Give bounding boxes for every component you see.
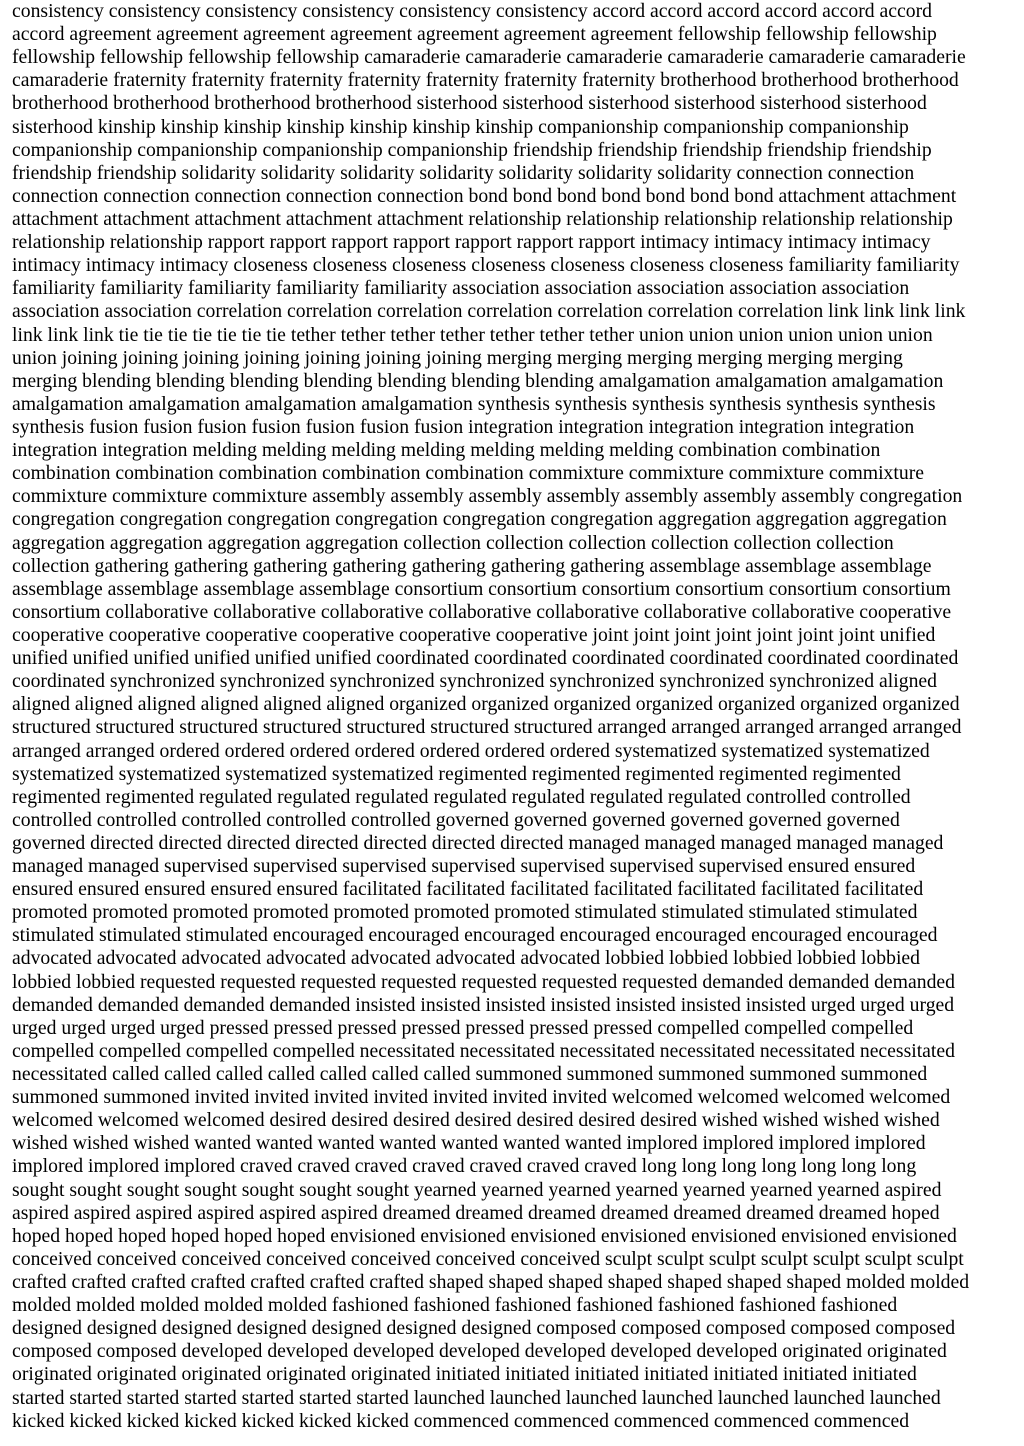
text-line: wished wished wished wanted wanted wanted wanted wanted wanted wanted implored implored implored implored xyxy=(12,1132,926,1155)
text-line: sought sought sought sought sought sought sought yearned yearned yearned yearned yearned yearned yearned aspired xyxy=(12,1178,942,1201)
text-line: assemblage assemblage assemblage assemblage consortium consortium consortium consortium consortium consortium xyxy=(12,577,951,600)
text-line: ensured ensured ensured ensured ensured facilitated facilitated facilitated facilitated facilitated facilitated facilitated xyxy=(12,878,924,901)
text-line: congregation congregation congregation congregation congregation congregation aggregation aggregation aggregation xyxy=(12,508,947,531)
text-line: demanded demanded demanded demanded insisted insisted insisted insisted insisted insisted insisted urged urged urged xyxy=(12,993,955,1016)
text-line: composed composed developed developed developed developed developed developed developed originated originated xyxy=(12,1340,947,1363)
text-line: originated originated originated originated originated initiated initiated initiated initiated initiated initiated initiated xyxy=(12,1363,917,1386)
text-line: governed directed directed directed directed directed directed directed managed managed managed managed managed xyxy=(12,831,944,854)
text-line: unified unified unified unified unified unified coordinated coordinated coordinated coordinated coordinated coordinated xyxy=(12,647,959,670)
text-line: aligned aligned aligned aligned aligned aligned organized organized organized organized organized organized organized xyxy=(12,693,960,716)
text-line: advocated advocated advocated advocated advocated advocated advocated lobbied lobbied lobbied lobbied lobbied xyxy=(12,947,920,970)
text-line: implored implored implored craved craved craved craved craved craved craved long long long long long long long xyxy=(12,1155,917,1178)
text-line: attachment attachment attachment attachment attachment relationship relationship relationship relationship relationship xyxy=(12,207,953,230)
text-line: familiarity familiarity familiarity familiarity familiarity association association association association association xyxy=(12,277,910,300)
text-line: designed designed designed designed designed designed designed composed composed composed composed composed xyxy=(12,1317,956,1340)
text-line: intimacy intimacy intimacy closeness closeness closeness closeness closeness closeness closeness familiarity familiarity xyxy=(12,254,960,277)
text-line: regimented regimented regulated regulated regulated regulated regulated regulated regulated controlled controlled xyxy=(12,785,911,808)
text-line: aspired aspired aspired aspired aspired aspired dreamed dreamed dreamed dreamed dreamed dreamed dreamed hoped xyxy=(12,1201,940,1224)
text-line: friendship friendship solidarity solidarity solidarity solidarity solidarity solidarity solidarity connection connection xyxy=(12,161,915,184)
text-line: managed managed supervised supervised supervised supervised supervised supervised supervised ensured ensured xyxy=(12,855,916,878)
text-line: molded molded molded molded molded fashioned fashioned fashioned fashioned fashioned fashioned fashioned xyxy=(12,1294,898,1317)
text-line: collection gathering gathering gathering gathering gathering gathering gathering assemblage assemblage assemblage xyxy=(12,554,932,577)
text-line: synthesis fusion fusion fusion fusion fusion fusion fusion integration integration integration integration integration xyxy=(12,415,915,438)
text-line: accord agreement agreement agreement agreement agreement agreement agreement fellowship fellowship fellowship xyxy=(12,23,937,46)
text-line: stimulated stimulated stimulated encouraged encouraged encouraged encouraged encouraged encouraged encouraged xyxy=(12,924,938,947)
text-line: compelled compelled compelled compelled necessitated necessitated necessitated necessitated necessitated necessitated xyxy=(12,1039,955,1062)
text-line: structured structured structured structured structured structured structured arranged arranged arranged arranged arranged xyxy=(12,716,962,739)
text-line: fellowship fellowship fellowship fellowship camaraderie camaraderie camaraderie camaraderie camaraderie camaraderie xyxy=(12,46,966,69)
text-line: link link link tie tie tie tie tie tie tie tether tether tether tether tether tether tether union union union union union union xyxy=(12,323,933,346)
text-line: brotherhood brotherhood brotherhood brotherhood sisterhood sisterhood sisterhood sisterhood sisterhood sisterhood xyxy=(12,92,927,115)
text-line: arranged arranged ordered ordered ordered ordered ordered ordered ordered systematized systematized systematized xyxy=(12,739,930,762)
text-line: companionship companionship companionship companionship friendship friendship friendship friendship friendship xyxy=(12,138,932,161)
text-line: aggregation aggregation aggregation aggregation collection collection collection collection collection collection xyxy=(12,531,894,554)
text-line: commixture commixture commixture assembly assembly assembly assembly assembly assembly assembly congregation xyxy=(12,485,963,508)
text-line: kicked kicked kicked kicked kicked kicked kicked commenced commenced commenced commenced commenced xyxy=(12,1409,910,1432)
text-line: coordinated synchronized synchronized synchronized synchronized synchronized synchronized synchronized aligned xyxy=(12,670,938,693)
text-line: lobbied lobbied requested requested requested requested requested requested requested demanded demanded demanded xyxy=(12,970,955,993)
text-line: summoned summoned invited invited invited invited invited invited invited welcomed welcomed welcomed welcomed xyxy=(12,1086,951,1109)
text-line: consistency consistency consistency consistency consistency consistency accord accord accord accord accord accord xyxy=(12,0,933,22)
text-line: integration integration melding melding melding melding melding melding melding combination combination xyxy=(12,439,881,462)
text-line: association association correlation correlation correlation correlation correlation correlation correlation link link link link xyxy=(12,300,966,323)
text-line: combination combination combination combination combination commixture commixture commixture commixture xyxy=(12,462,924,485)
text-line: amalgamation amalgamation amalgamation amalgamation synthesis synthesis synthesis synthesis synthesis synthesis xyxy=(12,392,936,415)
text-line: consortium collaborative collaborative collaborative collaborative collaborative collaborative collaborative cooperative xyxy=(12,600,952,623)
text-line: relationship relationship rapport rapport rapport rapport rapport rapport rapport intimacy intimacy intimacy intimacy xyxy=(12,231,931,254)
text-line: sisterhood kinship kinship kinship kinship kinship kinship kinship companionship companionship companionship xyxy=(12,115,909,138)
text-line: hoped hoped hoped hoped hoped hoped envisioned envisioned envisioned envisioned envisioned envisioned envisioned xyxy=(12,1224,957,1247)
text-line: promoted promoted promoted promoted promoted promoted promoted stimulated stimulated stimulated stimulated xyxy=(12,901,918,924)
text-line: necessitated called called called called called called called summoned summoned summoned summoned summoned xyxy=(12,1063,928,1086)
text-line: camaraderie fraternity fraternity fraternity fraternity fraternity fraternity fraternity brotherhood brotherhood brotherhood xyxy=(12,69,959,92)
text-line: controlled controlled controlled controlled controlled governed governed governed governed governed governed xyxy=(12,808,900,831)
text-line: connection connection connection connection connection bond bond bond bond bond bond bond attachment attachment xyxy=(12,184,957,207)
text-line: cooperative cooperative cooperative cooperative cooperative cooperative joint joint joint joint joint joint joint unified xyxy=(12,623,936,646)
text-line: urged urged urged urged pressed pressed pressed pressed pressed pressed pressed compelled compelled compelled xyxy=(12,1016,914,1039)
text-line: union joining joining joining joining joining joining joining merging merging merging merging merging merging xyxy=(12,346,903,369)
text-line: started started started started started started started launched launched launched launched launched launched launched xyxy=(12,1386,941,1409)
text-line: conceived conceived conceived conceived conceived conceived conceived sculpt sculpt sculpt sculpt sculpt sculpt sculpt xyxy=(12,1247,964,1270)
text-line: systematized systematized systematized systematized regimented regimented regimented regimented regimented xyxy=(12,762,901,785)
text-line: crafted crafted crafted crafted crafted crafted crafted shaped shaped shaped shaped shaped shaped shaped molded molded xyxy=(12,1271,970,1294)
text-line: merging blending blending blending blending blending blending blending amalgamation amalgamation amalgamation xyxy=(12,369,944,392)
text-line: welcomed welcomed welcomed desired desired desired desired desired desired desired wished wished wished wished xyxy=(12,1109,940,1132)
